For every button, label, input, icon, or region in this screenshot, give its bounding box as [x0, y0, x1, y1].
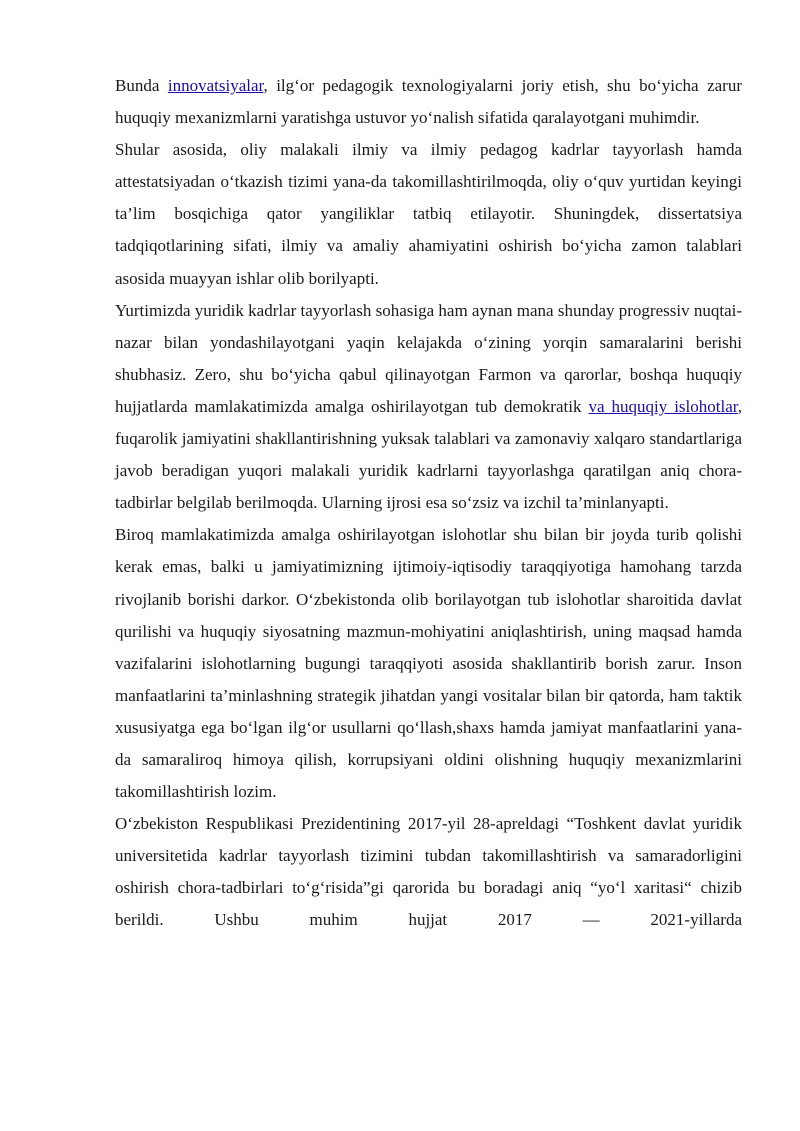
paragraph-text: , ilg‘or pedagogik texnologiyalarni joriy etish, shu bo‘yicha zarur huquqiy mexanizmlarni yaratishga ustuvor yo‘nalish sifatida qaralayotgani muhimdir. [115, 76, 742, 128]
huquqiy-islohotlar-link[interactable]: va huquqiy islohotlar [588, 396, 738, 416]
paragraph-text: Yurtimizda yuridik kadrlar tayyorlash sohasiga ham aynan mana shunday progressiv nuqtai-nazar bilan yondashilayotgani yaqin kelajakda o‘zining yorqin samaralarini berishi shubhasiz. Zero, shu bo‘yicha qabul qilinayotgan Farmon va qarorlar, boshqa huquqiy hujjatlarda mamlakatimizda amalga oshirilayotgan tub demokratik [115, 300, 742, 416]
innovatsiyalar-link[interactable]: innovatsiyalar [167, 76, 264, 95]
paragraph-text: Bunda [115, 76, 168, 95]
document-page [115, 70, 742, 937]
paragraph-text: , fuqarolik jamiyatini shakllantirishning yuksak talablari va zamonaviy xalqaro standartlariga javob beradigan yuqori malakali yuridik kadrlarni tayyorlashga qaratilgan aniq chora-tadbirlar belgilab berilmoqda. Ularning ijrosi esa so‘zsiz va izchil ta’minlanyapti. [115, 396, 742, 513]
paragraph-innovations [115, 70, 742, 134]
paragraph-legal-training [115, 295, 742, 520]
paragraph-reforms: Biroq mamlakatimizda amalga oshirilayotgan islohotlar shu bilan bir joyda turib qolishi kerak emas, balki u jamiyatimizning ijtimoiy-iqtisodiy taraqqiyotiga hamohang tarzda rivojlanib borishi darkor. O‘zbekistonda olib borilayotgan tub islohotlar sharoitida davlat qurilishi va huquqiy siyosatning mazmun-mohiyatini aniqlashtirish, uning maqsad hamda vazifalarini islohotlarning bugungi taraqqiyoti asosida shakllantirib borish zarur. Inson manfaatlarini ta’minlashning strategik jihatdan yangi vositalar bilan bir qatorda, ham taktik xususiyatga ega bo‘lgan ilg‘or usullarni qo‘llash,shaxs hamda jamiyat manfaatlarini yana-da samaraliroq himoya qilish, korrupsiyani oldini olishning huquqiy mexanizmlarini takomillashtirish lozim. [115, 525, 742, 802]
paragraph-presidential-decree: O‘zbekiston Respublikasi Prezidentining 2017-yil 28-apreldagi “Toshkent davlat yuridik universitetida kadrlar tayyorlash tizimini tubdan takomillashtirish va samaradorligini oshirish chora-tadbirlari to‘g‘risida”gi qarorida bu boradagi aniq “yo‘l xaritasi“ chizib berildi. Ushbu muhim hujjat 2017 — 2021-yillarda [115, 814, 742, 930]
paragraph-attestation: Shular asosida, oliy malakali ilmiy va ilmiy pedagog kadrlar tayyorlash hamda attestatsiyadan o‘tkazish tizimi yana-da takomillashtirilmoqda, oliy o‘quv yurtidan keyingi ta’lim bosqichiga qator yangiliklar tatbiq etilayotir. Shuningdek, dissertatsiya tadqiqotlarining sifati, ilmiy va amaliy ahamiyatini oshirish bo‘yicha zamon talablari asosida muayyan ishlar olib borilyapti. [115, 140, 742, 288]
